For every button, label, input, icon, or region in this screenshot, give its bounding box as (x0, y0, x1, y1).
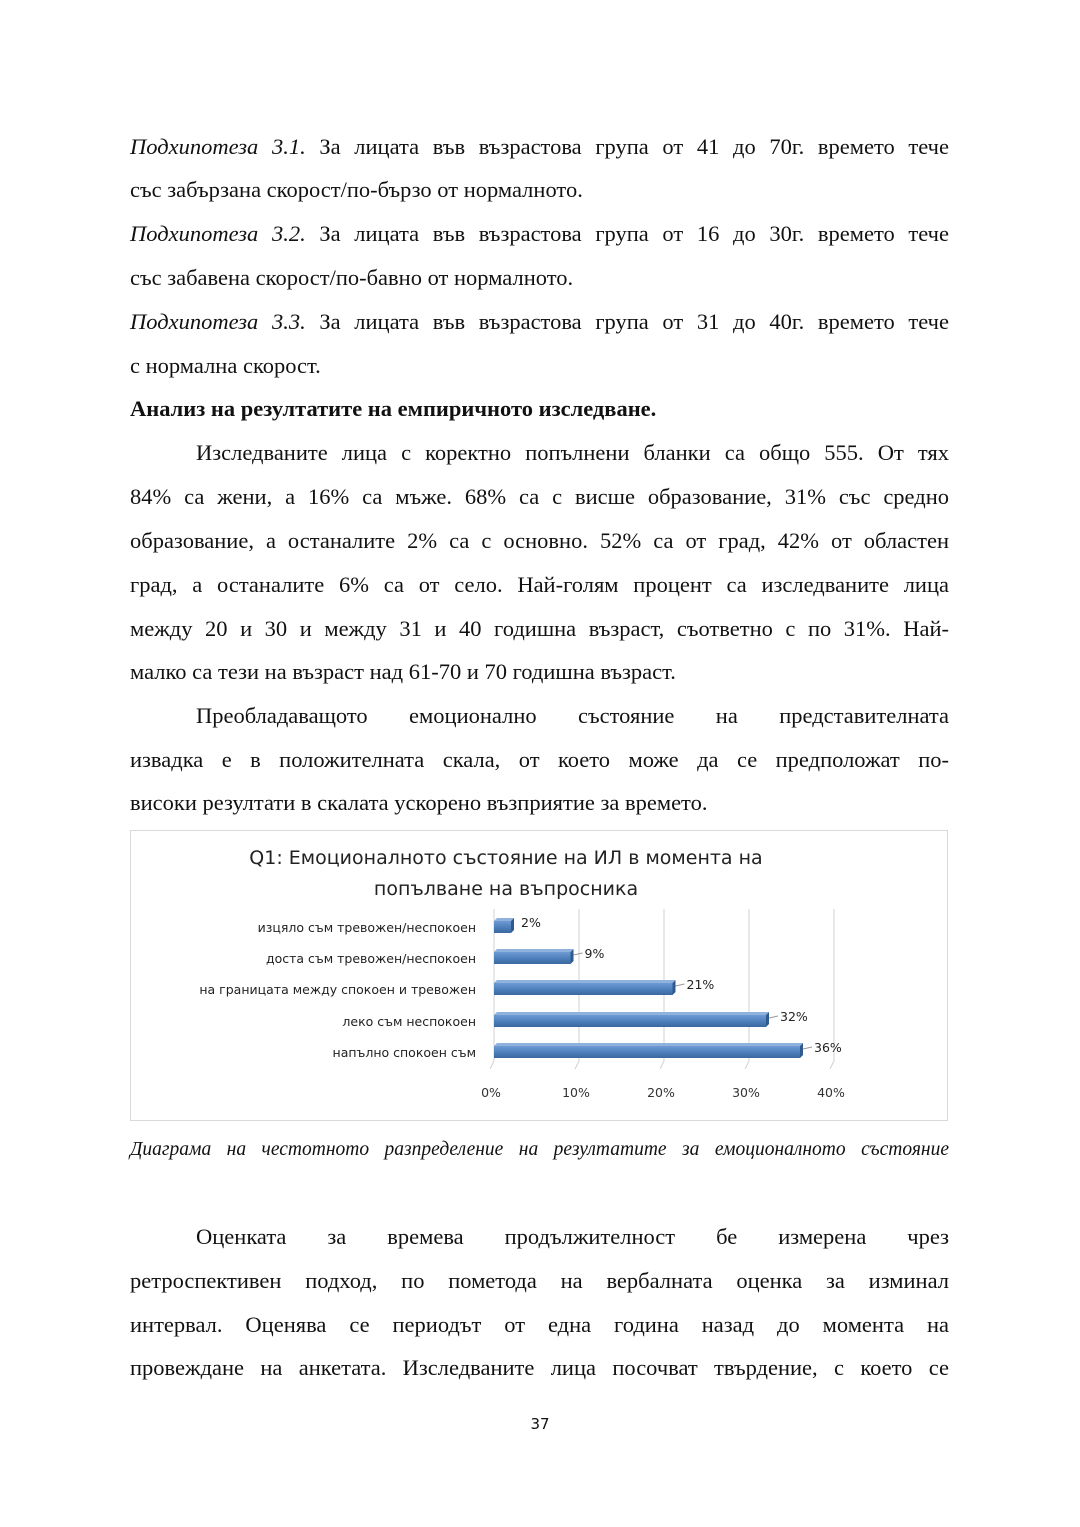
data-label-leader (676, 984, 685, 986)
bar (494, 983, 673, 995)
hypothesis-3-1-line-2: със забързана скорост/по-бързо от нормалното. (130, 177, 583, 202)
bar-chart (131, 831, 947, 1120)
bar (494, 1046, 800, 1058)
hypothesis-3-3-line-2: с нормална скорост. (130, 353, 321, 378)
hypothesis-label: Подхипотеза 3.1. (130, 134, 306, 159)
paragraph-line: град, а останалите 6% са от село. Най-голям процент са изследваните лица (130, 572, 949, 597)
x-tick-label: 30% (732, 1085, 760, 1100)
paragraph-line: високи резултати в скалата ускорено възприятие за времето. (130, 790, 708, 815)
data-label: 21% (686, 977, 715, 992)
x-tick-label: 0% (481, 1085, 501, 1100)
bar-top-face (494, 1012, 769, 1015)
chart-title-line-2: попълване на въпросника (373, 878, 639, 900)
bar-top-face (494, 918, 514, 921)
gridline-depth (660, 1061, 664, 1069)
category-label: на границата между спокоен и тревожен (199, 982, 476, 997)
bar-top-face (494, 980, 676, 983)
category-label: доста съм тревожен/неспокоен (265, 951, 476, 966)
page-number: 37 (530, 1415, 550, 1433)
chart-title-line-1: Q1: Емоционалното състояние на ИЛ в момента на (249, 847, 763, 869)
paragraph-line: интервал. Оценява се периодът от една година назад до момента на (130, 1312, 949, 1337)
bar-top-face (494, 1043, 803, 1046)
hypothesis-label: Подхипотеза 3.2. (130, 221, 306, 246)
data-label: 32% (780, 1009, 808, 1024)
category-label: напълно спокоен съм (332, 1045, 476, 1060)
section-heading (130, 394, 949, 424)
hypothesis-text: За лицата във възрастова група от 16 до 30г. времето тече (305, 221, 949, 246)
data-label-leader (803, 1047, 812, 1049)
data-label: 2% (521, 915, 541, 930)
paragraph-line: образование, а останалите 2% са с основно. 52% са от град, 42% от областен (130, 528, 949, 553)
paragraph-line: между 20 и 30 и между 31 и 40 годишна възраст, съответно с по 31%. Най- (130, 616, 949, 641)
hypothesis-3-1-line-1 (130, 132, 949, 162)
data-label: 9% (584, 946, 605, 961)
hypothesis-3-2-line-1 (130, 219, 949, 249)
gridline-depth (490, 1061, 494, 1069)
paragraph-line: Изследваните лица с коректно попълнени бланки са общо 555. От тях (196, 440, 949, 465)
figure-caption: Диаграма на честотното разпределение на резултатите за емоционалното състояние (130, 1139, 949, 1160)
category-label: изцяло съм тревожен/неспокоен (257, 920, 476, 935)
hypothesis-3-3-line-1 (130, 307, 949, 337)
paragraph-line: Оценката за времева продължителност бе измерена чрез (196, 1224, 949, 1249)
paragraph-line: малко са тези на възраст над 61-70 и 70 годишна възраст. (130, 659, 676, 684)
x-tick-label: 20% (647, 1085, 675, 1100)
gridline-depth (745, 1061, 749, 1069)
bar-top-face (494, 949, 574, 952)
x-tick-label: 40% (817, 1085, 845, 1100)
paragraph-line: 84% са жени, а 16% са мъже. 68% са с висше образование, 31% със средно (130, 484, 949, 509)
data-label: 36% (814, 1040, 842, 1055)
bar (494, 1015, 766, 1027)
paragraph-line: провеждане на анкетата. Изследваните лица посочват твърдение, с което се (130, 1355, 949, 1380)
paragraph-line: ретроспективен подход, по пометода на вербалната оценка за изминал (130, 1268, 949, 1293)
hypothesis-3-2-line-2: със забавена скорост/по-бавно от нормалното. (130, 265, 574, 290)
gridline-depth (575, 1061, 579, 1069)
hypothesis-text: За лицата във възрастова група от 31 до 40г. времето тече (305, 309, 949, 334)
chart-container (130, 830, 948, 1121)
paragraph-line: Преобладаващото емоционално състояние на представителната (196, 703, 949, 728)
bar (494, 952, 571, 964)
hypothesis-label: Подхипотеза 3.3. (130, 309, 306, 334)
data-label-leader (769, 1016, 778, 1018)
data-label-leader (574, 953, 583, 955)
hypothesis-text: За лицата във възрастова група от 41 до 70г. времето тече (305, 134, 949, 159)
heading-text: Анализ на резултатите на емпиричното изследване. (130, 396, 657, 421)
gridline-depth (830, 1061, 834, 1069)
x-tick-label: 10% (562, 1085, 590, 1100)
bar (494, 921, 511, 933)
category-label: леко съм неспокоен (342, 1014, 476, 1029)
paragraph-line: извадка е в положителната скала, от което може да се предположат по- (130, 747, 949, 772)
